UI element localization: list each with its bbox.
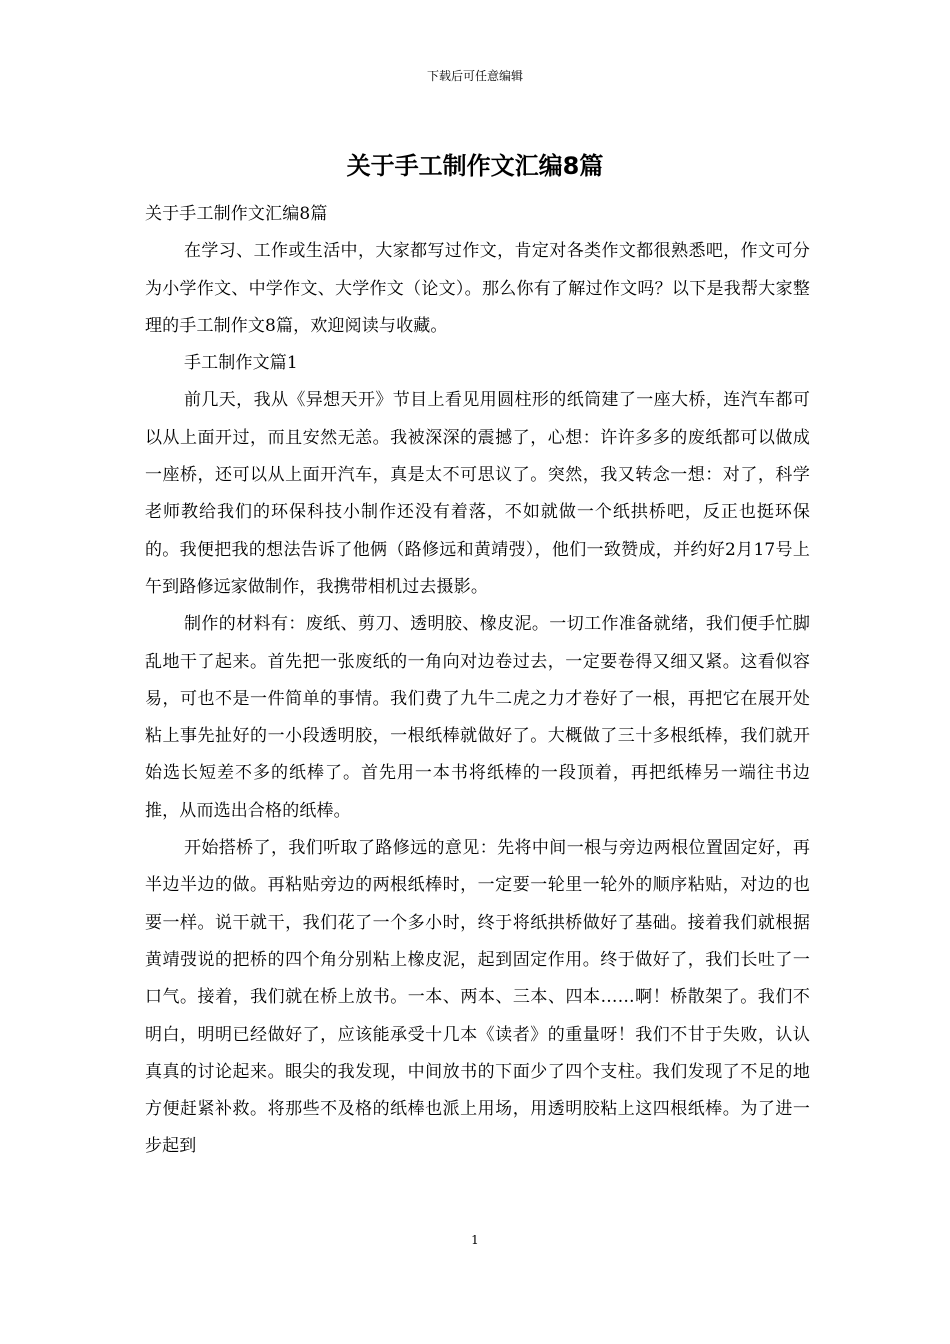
body-paragraph: 制作的材料有：废纸、剪刀、透明胶、橡皮泥。一切工作准备就绪，我们便手忙脚乱地干了起来。首先把一张废纸的一角向对边卷过去，一定要卷得又细又紧。这看似容易，可也不是一件简单的事情。我们费了九牛二虎之力才卷好了一根，再把它在展开处粘上事先扯好的一小段透明胶，一根纸棒就做好了。大概做了三十多根纸棒，我们就开始选长短差不多的纸棒了。首先用一本书将纸棒的一段顶着，再把纸棒另一端往书边推，从而选出合格的纸棒。 (145, 614, 810, 821)
document-subtitle: 关于手工制作文汇编8篇 (145, 204, 328, 224)
page-number: 1 (471, 1233, 479, 1247)
document-title: 关于手工制作文汇编8篇 (346, 152, 604, 180)
body-paragraph: 前几天，我从《异想天开》节目上看见用圆柱形的纸筒建了一座大桥，连汽车都可以从上面开过，而且安然无恙。我被深深的震撼了，心想：许许多多的废纸都可以做成一座桥，还可以从上面开汽车，真是太不可思议了。突然，我又转念一想：对了，科学老师教给我们的环保科技小制作还没有着落，不如就做一个纸拱桥吧，反正也挺环保的。我便把我的想法告诉了他俩（路修远和黄靖弢），他们一致赞成，并约好2月17号上午到路修远家做制作，我携带相机过去摄影。 (145, 390, 810, 597)
page-header: 下载后可任意编辑 (426, 69, 523, 83)
document-body (145, 196, 810, 1166)
section-heading: 手工制作文篇1 (184, 353, 298, 374)
body-paragraph: 开始搭桥了，我们听取了路修远的意见：先将中间一根与旁边两根位置固定好，再半边半边的做。再粘贴旁边的两根纸棒时，一定要一轮里一轮外的顺序粘贴，对边的也要一样。说干就干，我们花了一个多小时，终于将纸拱桥做好了基础。接着我们就根据黄靖弢说的把桥的四个角分别粘上橡皮泥，起到固定作用。终于做好了，我们长吐了一口气。接着，我们就在桥上放书。一本、两本、三本、四本……啊！桥散架了。我们不明白，明明已经做好了，应该能承受十几本《读者》的重量呀！我们不甘于失败，认认真真的讨论起来。眼尖的我发现，中间放书的下面少了四个支柱。我们发现了不足的地方便赶紧补救。将那些不及格的纸棒也派上用场，用透明胶粘上这四根纸棒。为了进一步起到 (145, 838, 810, 1157)
intro-paragraph: 在学习、工作或生活中，大家都写过作文，肯定对各类作文都很熟悉吧，作文可分为小学作文、中学作文、大学作文（论文）。那么你有了解过作文吗？以下是我帮大家整理的手工制作文8篇，欢迎阅读与收藏。 (145, 241, 810, 336)
